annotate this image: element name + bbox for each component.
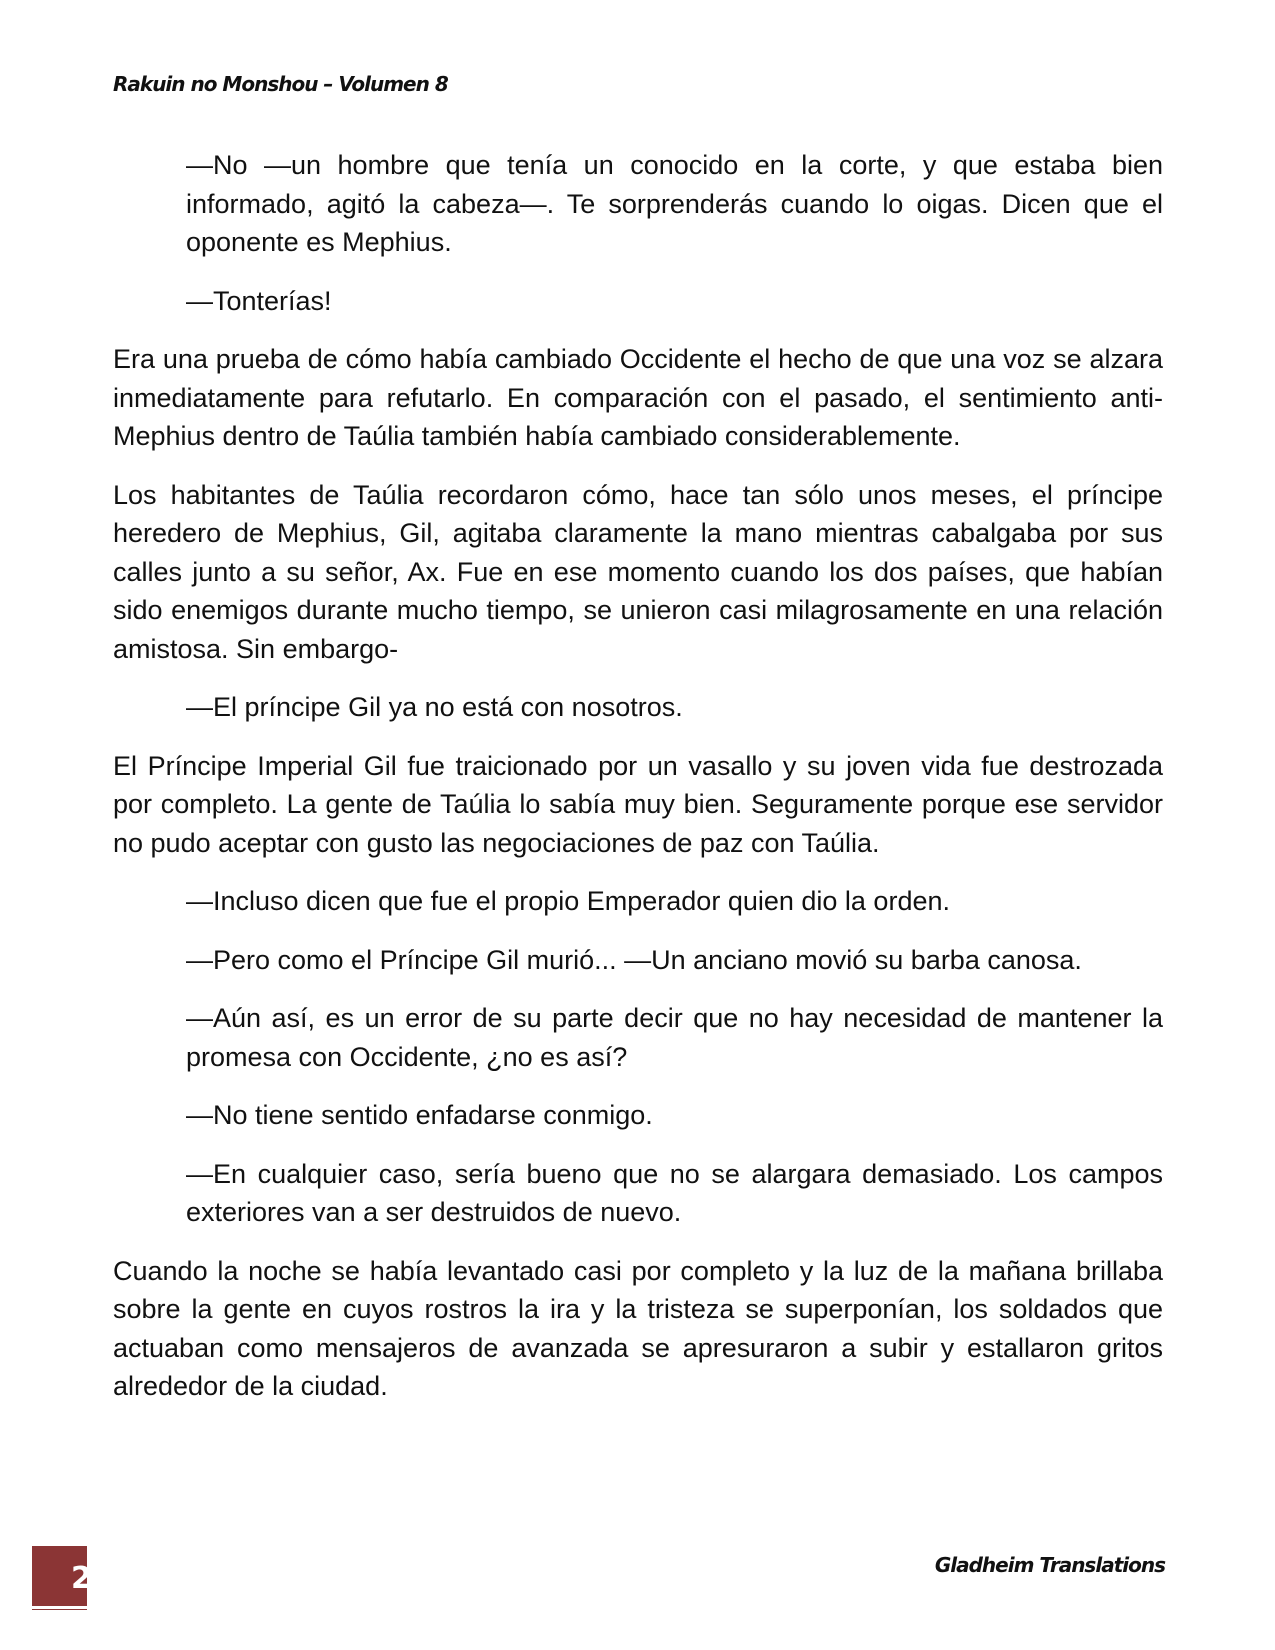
paragraph-narration: Cuando la noche se había levantado casi por completo y la luz de la mañana brillaba sobre la gente en cuyos rostros la ira y la tristeza se superponían, los soldados que actuaban como mensajeros de avanzada se apresuraron a subir y estallaron gritos alrededor de la ciudad. <box>113 1255 1163 1401</box>
paragraph-narration: Los habitantes de Taúlia recordaron cómo, hace tan sólo unos meses, el príncipe heredero de Mephius, Gil, agitaba claramente la mano mientras cabalgaba por sus calles junto a su señor, Ax. Fue en ese momento cuando los dos países, que habían sido enemigos durante mucho tiempo, se unieron casi milagrosamente en una relación amistosa. Sin embargo- <box>113 479 1163 664</box>
page-number-underline <box>32 1606 87 1609</box>
paragraph-dialogue: —En cualquier caso, sería bueno que no se alargara demasiado. Los campos exteriores van a ser destruidos de nuevo. <box>186 1158 1163 1227</box>
paragraph-dialogue: —Tonterías! <box>186 285 332 316</box>
paragraph-dialogue: —El príncipe Gil ya no está con nosotros. <box>186 692 683 722</box>
paragraph-narration: El Príncipe Imperial Gil fue traicionado por un vasallo y su joven vida fue destrozada por completo. La gente de Taúlia lo sabía muy bien. Seguramente porque ese servidor no pudo aceptar con gusto las negociaciones de paz con Taúlia. <box>113 750 1163 858</box>
paragraph-dialogue: —Incluso dicen que fue el propio Emperador quien dio la orden. <box>186 886 950 916</box>
paragraph-dialogue: —No —un hombre que tenía un conocido en la corte, y que estaba bien informado, agitó la cabeza—. Te sorprenderás cuando lo oigas. Dicen que el oponente es Mephius. <box>186 150 1163 257</box>
page-number-box <box>32 1546 92 1610</box>
running-header-title: Rakuin no Monshou – Volumen 8 <box>113 72 448 96</box>
paragraph-narration: Era una prueba de cómo había cambiado Occidente el hecho de que una voz se alzara inmediatamente para refutarlo. En comparación con el pasado, el sentimiento anti-Mephius dentro de Taúlia también había cambiado considerablemente. <box>113 344 1163 451</box>
body-text <box>113 146 1163 1426</box>
paragraph-dialogue: —Pero como el Príncipe Gil murió... —Un anciano movió su barba canosa. <box>186 944 1082 975</box>
footer-credit: Gladheim Translations <box>934 1553 1165 1577</box>
paragraph-dialogue: —Aún así, es un error de su parte decir que no hay necesidad de mantener la promesa con Occidente, ¿no es así? <box>186 1003 1163 1072</box>
paragraph-dialogue: —No tiene sentido enfadarse conmigo. <box>186 1100 653 1130</box>
page-number: 2 <box>71 1561 92 1596</box>
